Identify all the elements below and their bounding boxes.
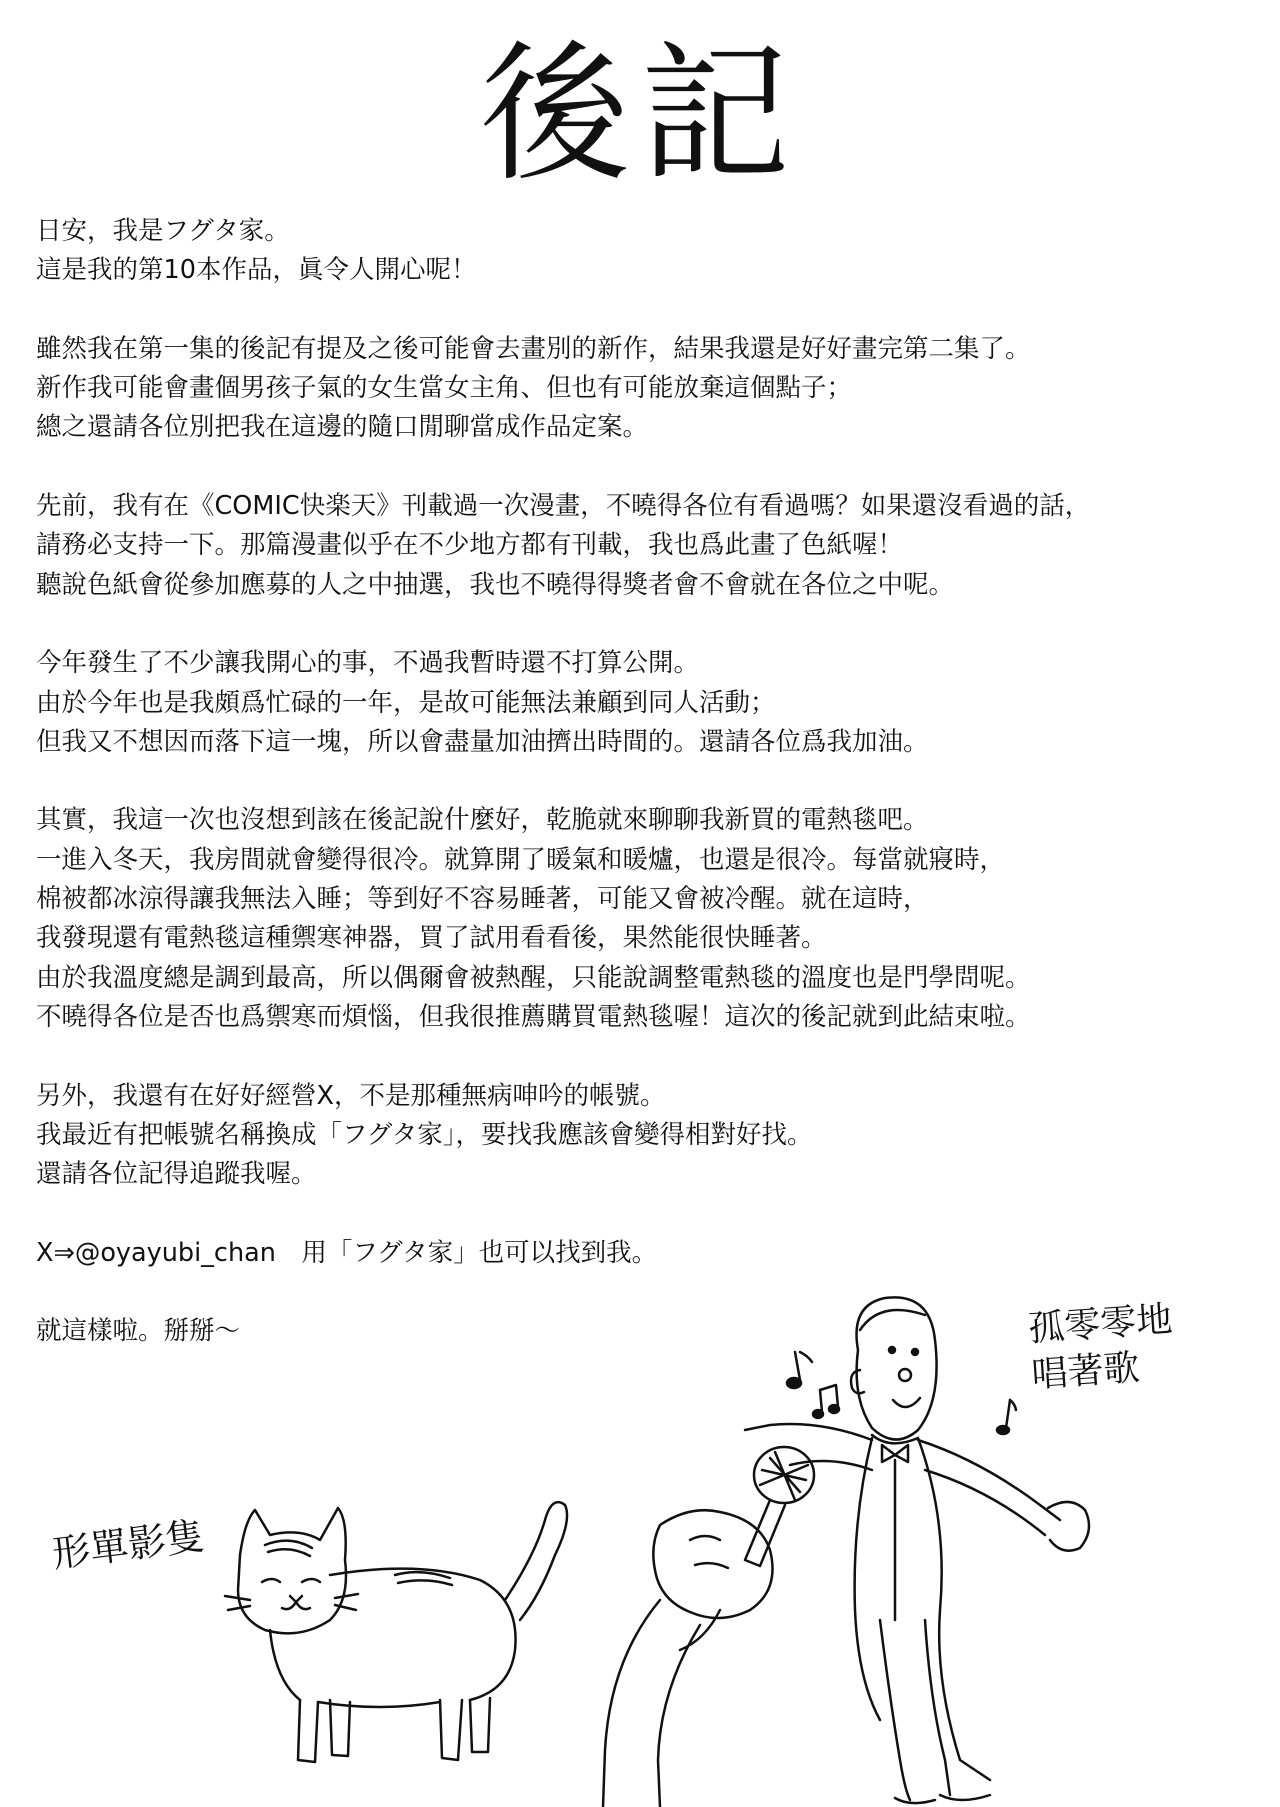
singer-caption-line: 唱著歌: [1030, 1347, 1141, 1396]
cat-caption: 形單影隻: [49, 1513, 207, 1577]
cat-illustration: [225, 1502, 567, 1762]
text-line: 先前，我有在《COMIC快楽天》刊載過一次漫畫，不曉得各位有看過嗎？如果還沒看過的話，: [36, 491, 1091, 522]
x-handle-line: X⇒@oyayubi_chan 用「フグタ家」也可以找到我。: [36, 1237, 658, 1268]
text-line: 棉被都冰涼得讓我無法入睡；等到好不容易睡著，可能又會被冷醒。就在這時，: [36, 884, 929, 915]
text-line: 新作我可能會畫個男孩子氣的女生當女主角、但也有可能放棄這個點子；: [36, 373, 853, 404]
text-line: 我最近有把帳號名稱換成「フグタ家」，要找我應該會變得相對好找。: [36, 1119, 813, 1150]
text-line: 總之還請各位別把我在這邊的隨口閒聊當成作品定案。: [36, 412, 649, 443]
text-line: 請務必支持一下。那篇漫畫似乎在不少地方都有刊載，我也爲此畫了色紙喔！: [36, 530, 904, 561]
text-line: 一進入冬天，我房間就會變得很冷。就算開了暖氣和暖爐，也還是很冷。每當就寢時，: [36, 844, 1006, 875]
text-line: 另外，我還有在好好經營X，不是那種無病呻吟的帳號。: [36, 1080, 666, 1111]
singer-caption-line: 孤零零地: [1027, 1299, 1174, 1351]
page-title: 後記: [479, 28, 800, 202]
text-line: 日安，我是フグタ家。: [36, 216, 290, 246]
text-line: 就這樣啦。掰掰～: [36, 1316, 241, 1347]
text-line: 其實，我這一次也沒想到該在後記說什麼好，乾脆就來聊聊我新買的電熱毯吧。: [36, 805, 929, 836]
text-line: 聽說色紙會從參加應募的人之中抽選，我也不曉得得獎者會不會就在各位之中呢。: [36, 569, 955, 600]
text-line: 由於我溫度總是調到最高，所以偶爾會被熱醒，只能說調整電熱毯的溫度也是門學問呢。: [36, 962, 1031, 993]
text-line: 但我又不想因而落下這一塊，所以會盡量加油擠出時間的。還請各位爲我加油。: [36, 726, 929, 757]
text-line: 由於今年也是我頗爲忙碌的一年，是故可能無法兼顧到同人活動；: [36, 687, 776, 718]
text-line: 我發現還有電熱毯這種禦寒神器，買了試用看看後，果然能很快睡著。: [36, 923, 827, 954]
singer-illustration: [603, 1297, 1089, 1807]
text-line: 不曉得各位是否也爲禦寒而煩惱，但我很推薦購買電熱毯喔！這次的後記就到此結束啦。: [36, 1001, 1031, 1032]
text-line: 這是我的第10本作品，眞令人開心呢！: [36, 255, 477, 286]
text-line: 雖然我在第一集的後記有提及之後可能會去畫別的新作，結果我還是好好畫完第二集了。: [36, 333, 1031, 364]
singer-caption: [1027, 1297, 1177, 1399]
text-line: 還請各位記得追蹤我喔。: [36, 1159, 317, 1190]
text-line: 今年發生了不少讓我開心的事，不過我暫時還不打算公開。: [36, 648, 700, 679]
